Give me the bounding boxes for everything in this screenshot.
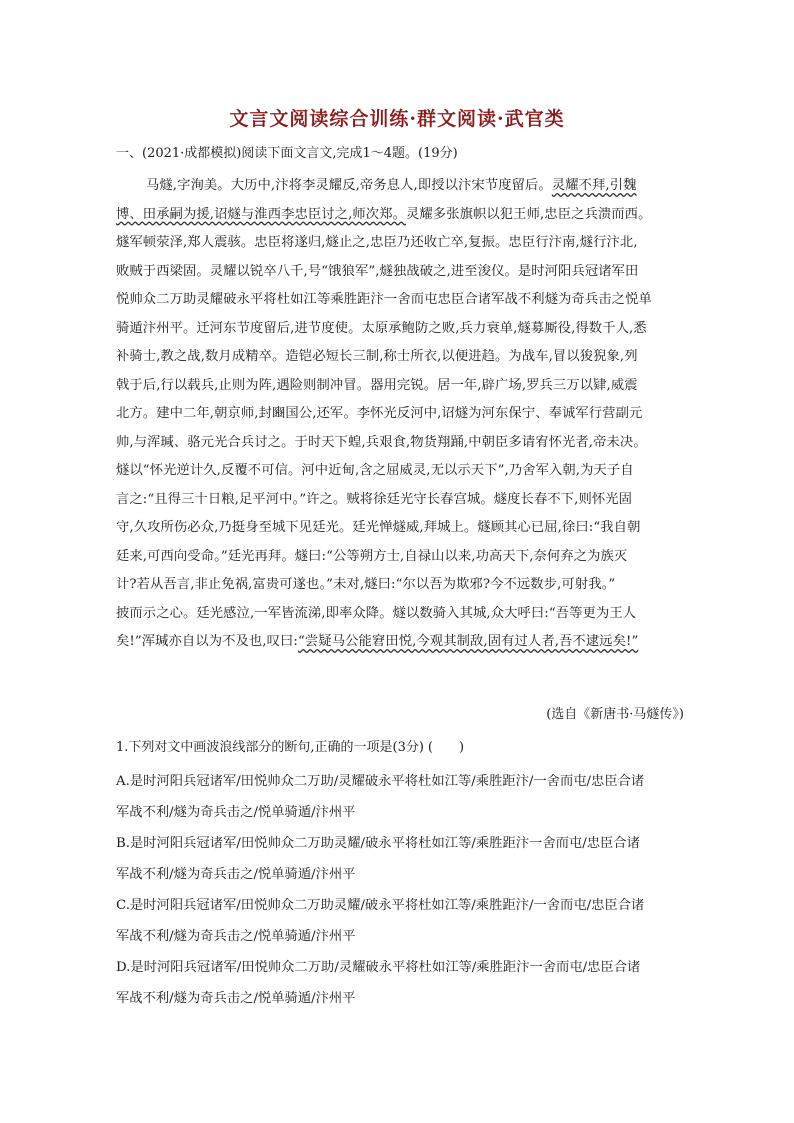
passage-line [116,201,702,230]
passage-line [116,315,702,344]
option-line: 军战不利/燧为奇兵击之/悦单骑遁/汴州平 [116,805,356,820]
question-text: 1.下列对文中画波浪线部分的断句,正确的一项是(3分) [116,740,424,755]
passage-line [116,486,702,515]
passage-text: 败贼于西梁固。灵耀以锐卒八千,号“饿狼军”,燧独战破之,进至浚仪。是时河阳兵冠诸军田 [116,263,639,279]
passage-text: 戟于后,行以载兵,止则为阵,遇险则制冲冒。器用完锐。居一年,辟广场,罗兵三万以肄,威震 [116,377,638,393]
passage-line [116,628,702,657]
answer-blank: ( ) [427,740,465,755]
passage-text: 北方。建中二年,朝京师,封豳国公,还军。李怀光反河中,诏燧为河东保宁、奉诚军行营副元 [116,406,643,421]
option-line: A.是时河阳兵冠诸军/田悦帅众二万助/灵耀破永平将杜如江等/乘胜距汴/一舍而屯/忠臣合诸 [116,774,645,789]
passage-line [116,343,702,372]
question-1 [116,736,468,755]
passage-text: 帅,与浑瑊、骆元光合兵讨之。于时天下蝗,兵艰食,物货翔踊,中朝臣多请宥怀光者,帝未决。 [116,434,647,450]
passage [116,172,702,657]
passage-text: 廷来,可西向受命。”廷光再拜。燧曰:“公等朔方士,自禄山以来,功高天下,奈何弃之为族灭 [116,548,628,564]
option-line: B.是时河阳兵冠诸军/田悦帅众二万助灵耀/破永平将杜如江等/乘胜距汴一舍而屯/忠臣合诸 [116,836,640,851]
passage-line [116,229,702,258]
wavy-underlined-text: 灵耀不拜,引魏 [551,178,637,193]
passage-text: 燧军顿荥泽,郑人震骇。忠臣将遂归,燧止之,忠臣乃还收亡卒,复振。忠臣行汴南,燧行汴北, [116,235,638,250]
page-title: 文言文阅读综合训练·群文阅读·武官类 [229,108,565,130]
passage-text: 燧以“怀光逆计久,反覆不可信。河中近甸,含之屈威灵,无以示天下”,乃舍军入朝,为天子自 [116,463,634,478]
passage-text: 灵耀多张旗帜以犯王师,忠臣之兵溃而西。 [406,206,652,222]
passage-line [116,571,702,600]
passage-text: 言之:“且得三十日粮,足平河中。”许之。贼将徐廷光守长春宫城。燧度长春不下,则怀光固 [116,491,633,507]
option-line: 军战不利/燧为奇兵击之/悦单骑遁/汴州平 [116,929,356,944]
passage-line [116,543,702,572]
passage-text: 悦帅众二万助灵耀破永平将杜如江等乘胜距汴一舍而屯忠臣合诸军战不利燧为奇兵击之悦单 [116,292,652,307]
options-list [116,766,702,1014]
passage-text: 补骑士,教之战,数月成精卒。造铠必短长三制,称士所衣,以便进趋。为战车,冒以狻猊象,列 [116,349,638,364]
passage-text: 守,久攻所伤必众,乃挺身至城下见廷光。廷光惮燧威,拜城上。燧顾其心已屈,徐曰:“我自朝 [116,520,641,535]
passage-line [116,372,702,401]
passage-text: 披而示之心。廷光感泣,一军皆流涕,即率众降。燧以数骑入其城,众大呼曰:“吾等更为王人 [116,605,637,621]
option-line: C.是时河阳兵冠诸军/田悦帅众二万助灵耀/破永平将杜如江等/乘胜距汴/一舍而屯/忠臣合诸 [116,898,645,913]
passage-text: 骑遁汴州平。迁河东节度留后,进节度使。太原承鲍防之败,兵力衰单,燧募厮役,得数千人,悉 [116,320,647,336]
passage-text: 计?若从吾言,非止免祸,富贵可遂也。”未对,燧曰:“尔以吾为欺邪?今不远数步,可射我。” [116,577,616,592]
passage-line [116,429,702,458]
option-line: 军战不利/燧为奇兵击之/悦单骑遁/汴州平 [116,991,356,1006]
wavy-underlined-text: 博、田承嗣为援,诏燧与淮西李忠臣讨之,师次郑。 [116,206,406,222]
passage-line [116,514,702,543]
passage-line [116,600,702,629]
passage-line [116,400,702,429]
wavy-underlined-text: “尝疑马公能窘田悦,今观其制敌,固有过人者,吾不逮远矣!” [298,634,639,649]
passage-line [116,286,702,315]
passage-source: (选自《新唐书·马燧传》) [546,707,684,722]
option-line: D.是时河阳兵冠诸军/田悦帅众二万助/灵耀破永平将杜如江等/乘胜距汴一舍而屯/忠臣合诸 [116,960,641,975]
passage-text: 马燧,字洵美。大历中,汴将李灵耀反,帝务息人,即授以汴宋节度留后。 [146,178,552,193]
passage-line [116,172,702,201]
option-line: 军战不利/燧为奇兵击之/悦单骑遁/汴州平 [116,867,356,882]
passage-line [116,258,702,287]
section-intro: 一、(2021·成都模拟)阅读下面文言文,完成1～4题。(19分) [116,146,458,161]
passage-text: 矣!”浑瑊亦自以为不及也,叹曰: [116,634,299,649]
passage-line [116,457,702,486]
